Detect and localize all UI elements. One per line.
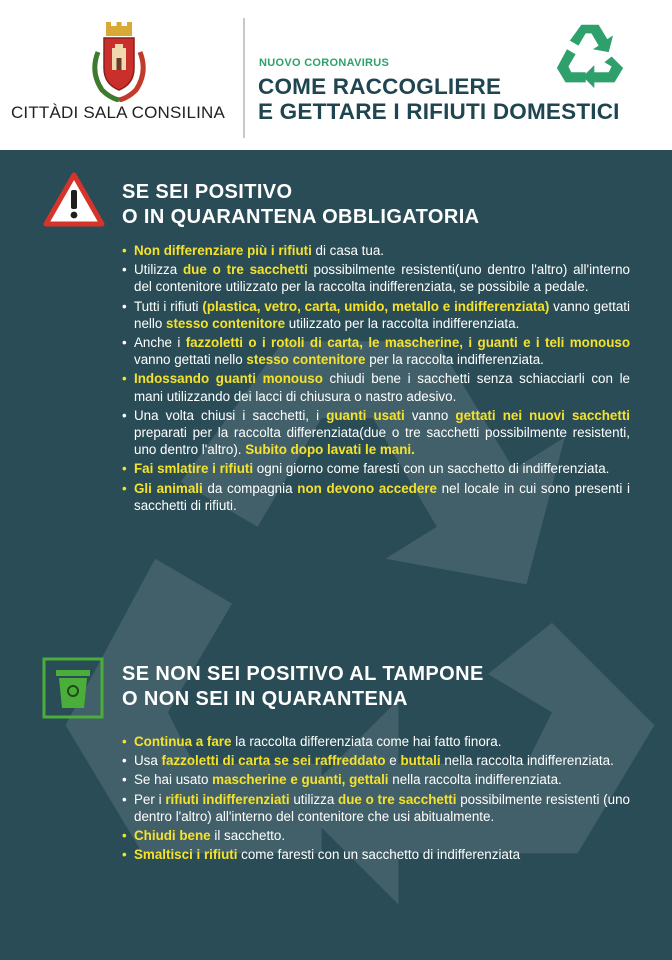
section1-list <box>122 242 630 516</box>
body-text: Anche i <box>134 335 186 351</box>
body-text: nella raccolta indifferenziata. <box>388 772 562 788</box>
body-text: vanno <box>404 407 456 423</box>
section2-title-line1: SE NON SEI POSITIVO AL TAMPONE <box>122 663 484 685</box>
section1-title-line2: O IN QUARANTENA OBBLIGATORIA <box>122 206 480 228</box>
body-text: Una volta chiusi i sacchetti, i <box>134 407 327 423</box>
highlight-text: fazzoletti di carta se sei raffreddato <box>161 753 386 769</box>
page-title-line2: E GETTARE I RIFIUTI DOMESTICI <box>258 99 620 124</box>
page-title-line1: COME RACCOGLIERE <box>258 74 502 99</box>
body-text: Se hai usato <box>134 772 213 788</box>
highlight-text: gettati nei nuovi sacchetti <box>455 407 630 423</box>
highlight-text: stesso contenitore <box>246 352 366 368</box>
list-item <box>122 480 630 514</box>
list-item <box>122 752 630 769</box>
list-item <box>122 846 630 863</box>
recycle-icon <box>554 20 626 90</box>
body-text: ogni giorno come faresti con un sacchetto di indifferenziata. <box>253 461 610 477</box>
section2-title <box>122 662 484 712</box>
highlight-text: mascherine e guanti, gettali <box>212 772 389 788</box>
section2-title-line2: O NON SEI IN QUARANTENA <box>122 688 408 710</box>
header <box>0 0 672 150</box>
highlight-text: rifiuti indifferenziati <box>165 791 290 807</box>
body-text: Usa <box>134 753 162 769</box>
body-text: il sacchetto. <box>210 828 286 844</box>
list-item <box>122 261 630 295</box>
body-text: come faresti con un sacchetto di indifferenziata <box>237 847 521 863</box>
body-text: vanno gettati nello <box>134 298 630 331</box>
highlight-text: Continua a fare <box>134 734 232 749</box>
body-text: da compagnia <box>202 480 298 496</box>
section2-list <box>122 733 630 865</box>
highlight-text: guanti usati <box>326 407 405 423</box>
list-item <box>122 733 630 750</box>
body-text: e <box>385 753 401 769</box>
highlight-text: due o tre sacchetti <box>183 262 308 278</box>
list-item <box>122 334 630 368</box>
content-panel <box>0 150 672 960</box>
list-item <box>122 242 630 259</box>
town-crest-icon <box>88 22 150 102</box>
highlight-text: Non differenziare più i rifiuti <box>134 243 312 258</box>
body-text: vanno gettati nello <box>134 352 247 368</box>
body-text: possibilmente resistenti (uno dentro l'altro) all'interno del contenitore che usi abitualmente. <box>134 791 630 824</box>
highlight-text: Fai smlatire i rifiuti <box>134 461 254 477</box>
body-text: Per i <box>134 791 166 807</box>
trash-bin-icon <box>42 657 104 719</box>
body-text: Tutti i rifiuti <box>134 298 203 314</box>
body-text: possibilmente resistenti(uno dentro l'altro) all'interno del contenitore utilizzato per la raccolta indifferenziata, se possibile a pedale. <box>134 262 631 295</box>
body-text: preparati per la raccolta differenziata(due o tre sacchetti possibilmente resistenti, uno dentro l'altro). <box>134 425 630 458</box>
list-item <box>122 827 630 844</box>
body-text: di casa tua. <box>311 243 385 258</box>
kicker: NUOVO CORONAVIRUS <box>259 57 390 69</box>
highlight-text: Gli animali <box>134 480 203 496</box>
list-item <box>122 407 630 459</box>
warning-triangle-icon <box>43 172 105 228</box>
highlight-text: (plastica, vetro, carta, umido, metallo e indifferenziata) <box>202 298 550 314</box>
highlight-text: stesso contenitore <box>166 315 286 331</box>
list-item <box>122 460 630 477</box>
body-text: utilizza <box>289 791 339 807</box>
section1-title <box>122 180 480 230</box>
highlight-text: buttali <box>400 753 441 769</box>
body-text: la raccolta differenziata come hai fatto finora. <box>231 734 502 749</box>
body-text: utilizzato per la raccolta indifferenziata. <box>285 315 520 331</box>
highlight-text: Subito dopo lavati le mani. <box>245 442 415 458</box>
highlight-text: Smaltisci i rifiuti <box>134 847 238 863</box>
list-item <box>122 791 630 825</box>
highlight-text: Chiudi bene <box>134 828 211 844</box>
body-text: nel locale in cui sono presenti i sacchetti di rifiuti. <box>134 480 631 513</box>
highlight-text: non devono accedere <box>297 480 437 496</box>
header-divider <box>243 18 245 138</box>
town-name: CITTÀDI SALA CONSILINA <box>10 103 226 122</box>
highlight-text: due o tre sacchetti <box>338 791 457 807</box>
list-item <box>122 370 630 404</box>
body-text: Utilizza <box>134 262 183 278</box>
section1-title-line1: SE SEI POSITIVO <box>122 181 293 203</box>
highlight-text: fazzoletti o i rotoli di carta, le mascherine, i guanti e i teli monouso <box>185 335 630 351</box>
list-item <box>122 771 630 788</box>
body-text: chiudi bene i sacchetti senza schiacciarli con le mani utilizzando dei lacci di chiusura o nastro adesivo. <box>134 371 630 404</box>
list-item <box>122 298 630 332</box>
body-text: per la raccolta indifferenziata. <box>365 352 544 368</box>
highlight-text: Indossando guanti monouso <box>134 371 323 387</box>
body-text: nella raccolta indifferenziata. <box>440 753 614 769</box>
